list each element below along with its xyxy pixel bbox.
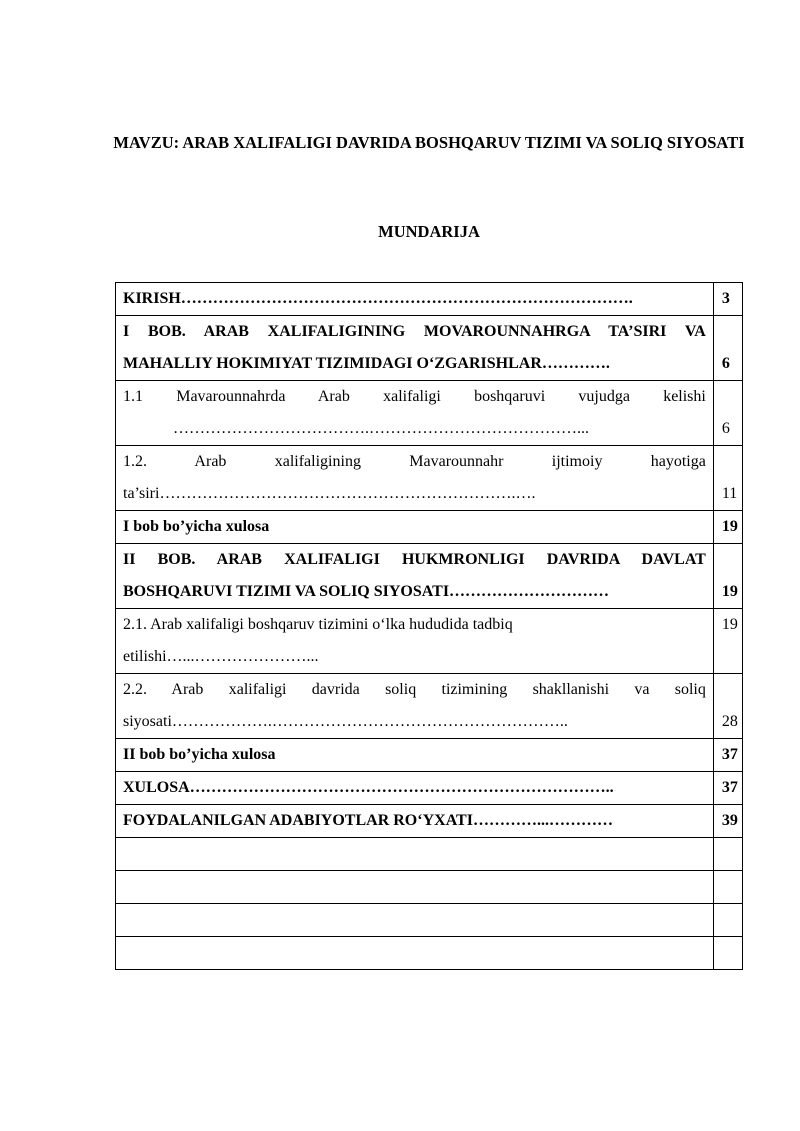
toc-page-number: 6 <box>721 355 730 372</box>
toc-entry-text: II bob bo’yicha xulosa <box>123 746 276 763</box>
toc-entry <box>116 772 714 805</box>
toc-entry <box>116 805 714 838</box>
toc-entry-text: 2.1. Arab xalifaligi boshqaruv tizimini o‘lka hududida tadbiq <box>123 616 513 633</box>
toc-heading: MUNDARIJA <box>378 222 480 241</box>
toc-page <box>713 937 742 970</box>
toc-entry <box>116 381 714 446</box>
toc-page <box>713 871 742 904</box>
toc-entry-text: I bob bo’yicha xulosa <box>123 518 270 535</box>
toc-entry <box>116 674 714 739</box>
toc-page <box>713 381 742 446</box>
toc-empty-row <box>116 937 743 970</box>
toc-row <box>116 283 743 316</box>
toc-page <box>713 446 742 511</box>
toc-page: 39 <box>713 805 742 838</box>
toc-page <box>713 904 742 937</box>
toc-entry-text: FOYDALANILGAN ADABIYOTLAR RO‘YXATI…………...………… <box>123 812 613 829</box>
toc-entry <box>116 937 714 970</box>
toc-row <box>116 544 743 609</box>
toc-page: 37 <box>713 739 742 772</box>
toc-entry-text: BOSHQARUVI TIZIMI VA SOLIQ SIYOSATI………………………… <box>123 583 610 600</box>
toc-entry <box>116 904 714 937</box>
toc-entry-text: XULOSA…………………………………………………………………….. <box>123 779 614 796</box>
toc-page-number: 11 <box>721 485 738 502</box>
toc-entry-text: ta’siri………………………………………………………….…. <box>123 485 536 502</box>
toc-entry <box>116 871 714 904</box>
toc-entry <box>116 316 714 381</box>
toc-empty-row <box>116 838 743 871</box>
toc-entry <box>116 544 714 609</box>
toc-entry <box>116 283 714 316</box>
toc-entry <box>116 609 714 674</box>
toc-empty-row <box>116 904 743 937</box>
toc-entry-text: II BOB. ARAB XALIFALIGI HUKMRONLIGI DAVRIDA DAVLAT <box>123 551 706 568</box>
toc-entry-text: MAHALLIY HOKIMIYAT TIZIMIDAGI O‘ZGARISHLAR…………. <box>123 355 610 372</box>
toc-page-number: 19 <box>721 583 738 600</box>
toc-row <box>116 739 743 772</box>
toc-entry-text: KIRISH…………………………………………………………………………. <box>123 290 633 307</box>
toc-page: 19 <box>713 511 742 544</box>
toc-entry-text: 2.2. Arab xalifaligi davrida soliq tizimining shakllanishi va soliq <box>123 681 706 698</box>
toc-page: 3 <box>713 283 742 316</box>
toc-page <box>713 544 742 609</box>
toc-empty-row <box>116 871 743 904</box>
toc-entry-text: siyosati……………….……………………………………………….. <box>123 713 568 730</box>
toc-entry <box>116 739 714 772</box>
toc-row <box>116 674 743 739</box>
toc-row <box>116 609 743 674</box>
toc-row <box>116 805 743 838</box>
toc-page-number: 6 <box>721 420 730 437</box>
toc-row <box>116 446 743 511</box>
toc-page <box>713 674 742 739</box>
toc-entry <box>116 838 714 871</box>
toc-row <box>116 511 743 544</box>
toc-entry-text: 1.1 Mavarounnahrda Arab xalifaligi boshqaruvi vujudga kelishi <box>123 388 706 405</box>
toc-page <box>713 316 742 381</box>
toc-row <box>116 316 743 381</box>
toc-entry <box>116 511 714 544</box>
toc-entry-text: 1.2. Arab xalifaligining Mavarounnahr ijtimoiy hayotiga <box>123 453 706 470</box>
toc-table <box>115 282 743 970</box>
toc-entry-text: I BOB. ARAB XALIFALIGINING MOVAROUNNAHRGA TA’SIRI VA <box>123 323 706 340</box>
toc-entry <box>116 446 714 511</box>
toc-row <box>116 381 743 446</box>
document-title: MAVZU: ARAB XALIFALIGI DAVRIDA BOSHQARUV TIZIMI VA SOLIQ SIYOSATI <box>113 133 745 152</box>
toc-row <box>116 772 743 805</box>
toc-entry-text: ……………………………….…………………………………... <box>173 420 589 437</box>
toc-page-number: 28 <box>721 713 738 730</box>
toc-page: 19 <box>713 609 742 674</box>
toc-page <box>713 838 742 871</box>
toc-page: 37 <box>713 772 742 805</box>
toc-entry-text: etilishi…...…………………... <box>123 648 319 665</box>
